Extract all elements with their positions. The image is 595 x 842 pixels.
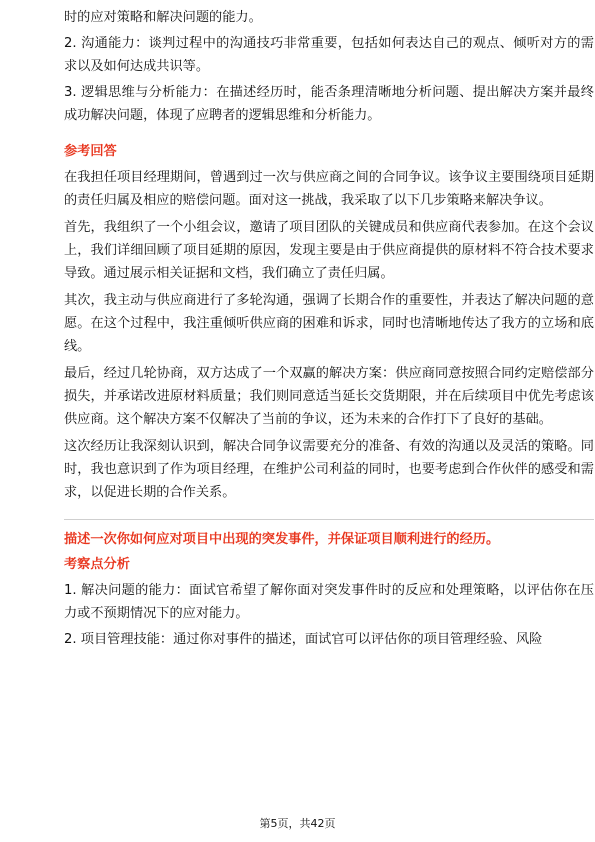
answer-paragraph: 在我担任项目经理期间，曾遇到过一次与供应商之间的合同争议。该争议主要围绕项目延期的责任归属及相应的赔偿问题。面对这一挑战，我采取了以下几步策略来解决争议。 <box>64 170 594 208</box>
answer-paragraph: 这次经历让我深刻认识到，解决合同争议需要充分的准备、有效的沟通以及灵活的策略。同时，我也意识到了作为项目经理，在维护公司利益的同时，也要考虑到合作伙伴的感受和需求，以促进长期的合作关系。 <box>64 439 594 500</box>
list-item: 3. 逻辑思维与分析能力：在描述经历时，能否条理清晰地分析问题、提出解决方案并最终成功解决问题，体现了应聘者的逻辑思维和分析能力。 <box>64 85 594 123</box>
reference-answer-heading: 参考回答 <box>64 144 117 159</box>
question-title: 描述一次你如何应对项目中出现的突发事件，并保证项目顺利进行的经历。 <box>64 532 500 547</box>
document-page <box>64 6 594 654</box>
page-number-footer: 第5页，共42页 <box>259 817 336 830</box>
list-item: 时的应对策略和解决问题的能力。 <box>64 10 262 25</box>
answer-paragraph: 首先，我组织了一个小组会议，邀请了项目团队的关键成员和供应商代表参加。在这个会议上，我们详细回顾了项目延期的原因，发现主要是由于供应商提供的原材料不符合技术要求导致。通过展示相关证据和文档，我们确立了责任归属。 <box>64 220 594 281</box>
list-item: 1. 解决问题的能力：面试官希望了解你面对突发事件时的反应和处理策略，以评估你在压力或不预期情况下的应对能力。 <box>64 583 594 621</box>
answer-paragraph: 最后，经过几轮协商，双方达成了一个双赢的解决方案：供应商同意按照合同约定赔偿部分损失，并承诺改进原材料质量；我们则同意适当延长交货期限，并在后续项目中优先考虑该供应商。这个解决方案不仅解决了当前的争议，还为未来的合作打下了良好的基础。 <box>64 366 594 427</box>
answer-paragraph: 其次，我主动与供应商进行了多轮沟通，强调了长期合作的重要性，并表达了解决问题的意愿。在这个过程中，我注重倾听供应商的困难和诉求，同时也清晰地传达了我方的立场和底线。 <box>64 293 594 354</box>
list-item: 2. 项目管理技能：通过你对事件的描述，面试官可以评估你的项目管理经验、风险 <box>64 632 543 647</box>
analysis-heading: 考察点分析 <box>64 557 130 572</box>
section-divider <box>64 519 594 520</box>
list-item: 2. 沟通能力：谈判过程中的沟通技巧非常重要，包括如何表达自己的观点、倾听对方的需求以及如何达成共识等。 <box>64 36 594 74</box>
